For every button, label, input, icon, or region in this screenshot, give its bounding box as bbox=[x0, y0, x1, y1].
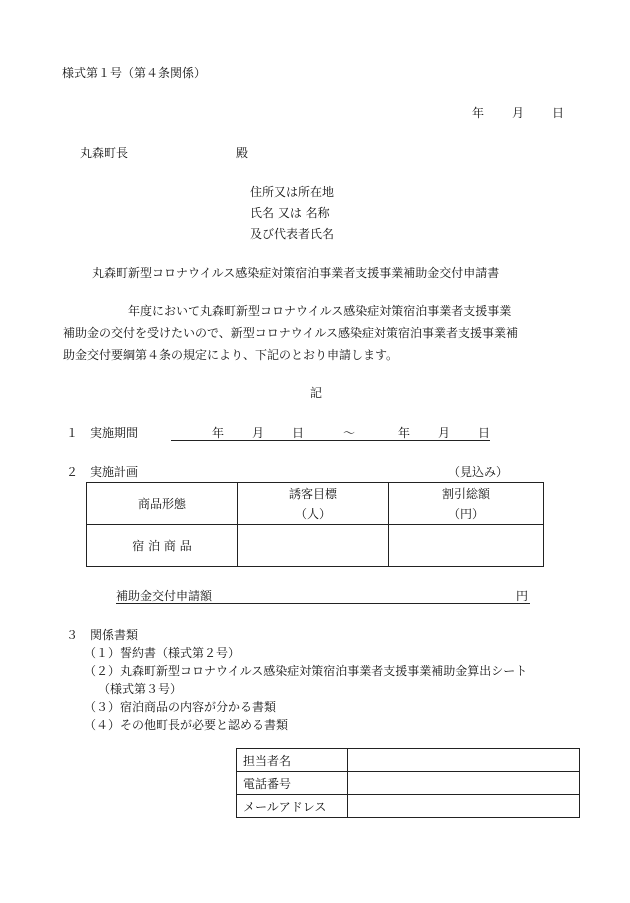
document-title: 丸森町新型コロナウイルス感染症対策宿泊事業者支援事業補助金交付申請書 bbox=[92, 266, 500, 280]
plan-header-product-type: 商品形態 bbox=[87, 483, 238, 525]
period-start-day: 日 bbox=[292, 426, 305, 440]
subsidy-amount-line[interactable] bbox=[116, 603, 530, 604]
section2-number: ２ bbox=[66, 465, 79, 479]
contact-person-field[interactable] bbox=[348, 749, 580, 772]
plan-estimate-note: （見込み） bbox=[448, 465, 509, 479]
addressee-honorific: 殿 bbox=[236, 146, 249, 160]
form-number: 様式第１号（第４条関係） bbox=[62, 66, 207, 80]
section3-number: ３ bbox=[66, 628, 79, 642]
addressee-name: 丸森町長 bbox=[80, 146, 129, 160]
contact-row bbox=[237, 795, 580, 818]
date-year-label: 年 bbox=[472, 106, 485, 120]
section1-label: 実施期間 bbox=[90, 426, 139, 440]
date-month-label: 月 bbox=[512, 106, 525, 120]
plan-table-header-row bbox=[87, 483, 544, 525]
applicant-rep-label: 及び代表者氏名 bbox=[250, 227, 335, 241]
date-day-label: 日 bbox=[552, 106, 565, 120]
period-tilde: ～ bbox=[343, 426, 356, 440]
phone-number-label: 電話番号 bbox=[237, 772, 348, 795]
plan-visitor-target-cell[interactable] bbox=[238, 525, 389, 567]
subsidy-amount-unit: 円 bbox=[516, 589, 529, 603]
email-address-field[interactable] bbox=[348, 795, 580, 818]
phone-number-field[interactable] bbox=[348, 772, 580, 795]
email-address-label: メールアドレス bbox=[237, 795, 348, 818]
plan-row-label: 宿 泊 商 品 bbox=[87, 525, 238, 567]
period-end-month: 月 bbox=[438, 426, 451, 440]
contact-table bbox=[236, 748, 580, 818]
period-start-year: 年 bbox=[212, 426, 225, 440]
period-end-year: 年 bbox=[398, 426, 411, 440]
period-start-month: 月 bbox=[252, 426, 265, 440]
plan-table-row bbox=[87, 525, 544, 567]
plan-header-discount-total: 割引総額 （円） bbox=[389, 483, 544, 525]
body-line-3: 助金交付要綱第４条の規定により、下記のとおり申請します。 bbox=[63, 348, 399, 362]
contact-row bbox=[237, 749, 580, 772]
document-item-4: （４）その他町長が必要と認める書類 bbox=[84, 718, 289, 732]
body-line-2: 補助金の交付を受けたいので、新型コロナウイルス感染症対策宿泊事業者支援事業補 bbox=[63, 326, 519, 340]
applicant-name-label: 氏名 又は 名称 bbox=[250, 206, 330, 220]
plan-discount-total-cell[interactable] bbox=[389, 525, 544, 567]
document-item-3: （３）宿泊商品の内容が分かる書類 bbox=[84, 700, 277, 714]
section3-label: 関係書類 bbox=[90, 628, 139, 642]
contact-row bbox=[237, 772, 580, 795]
applicant-address-label: 住所又は所在地 bbox=[250, 185, 335, 199]
plan-table bbox=[86, 482, 544, 567]
section1-number: １ bbox=[66, 426, 79, 440]
document-item-1: （１）誓約書（様式第２号） bbox=[84, 646, 241, 660]
section2-label: 実施計画 bbox=[90, 465, 139, 479]
document-item-2-continued: （様式第３号） bbox=[98, 682, 183, 696]
ki-heading: 記 bbox=[310, 386, 323, 400]
contact-person-label: 担当者名 bbox=[237, 749, 348, 772]
period-end-day: 日 bbox=[478, 426, 491, 440]
body-line-1: 年度において丸森町新型コロナウイルス感染症対策宿泊事業者支援事業 bbox=[128, 304, 512, 318]
document-item-2: （２）丸森町新型コロナウイルス感染症対策宿泊事業者支援事業補助金算出シート bbox=[84, 664, 528, 678]
plan-header-visitor-target: 誘客目標 （人） bbox=[238, 483, 389, 525]
subsidy-amount-label: 補助金交付申請額 bbox=[116, 589, 213, 603]
